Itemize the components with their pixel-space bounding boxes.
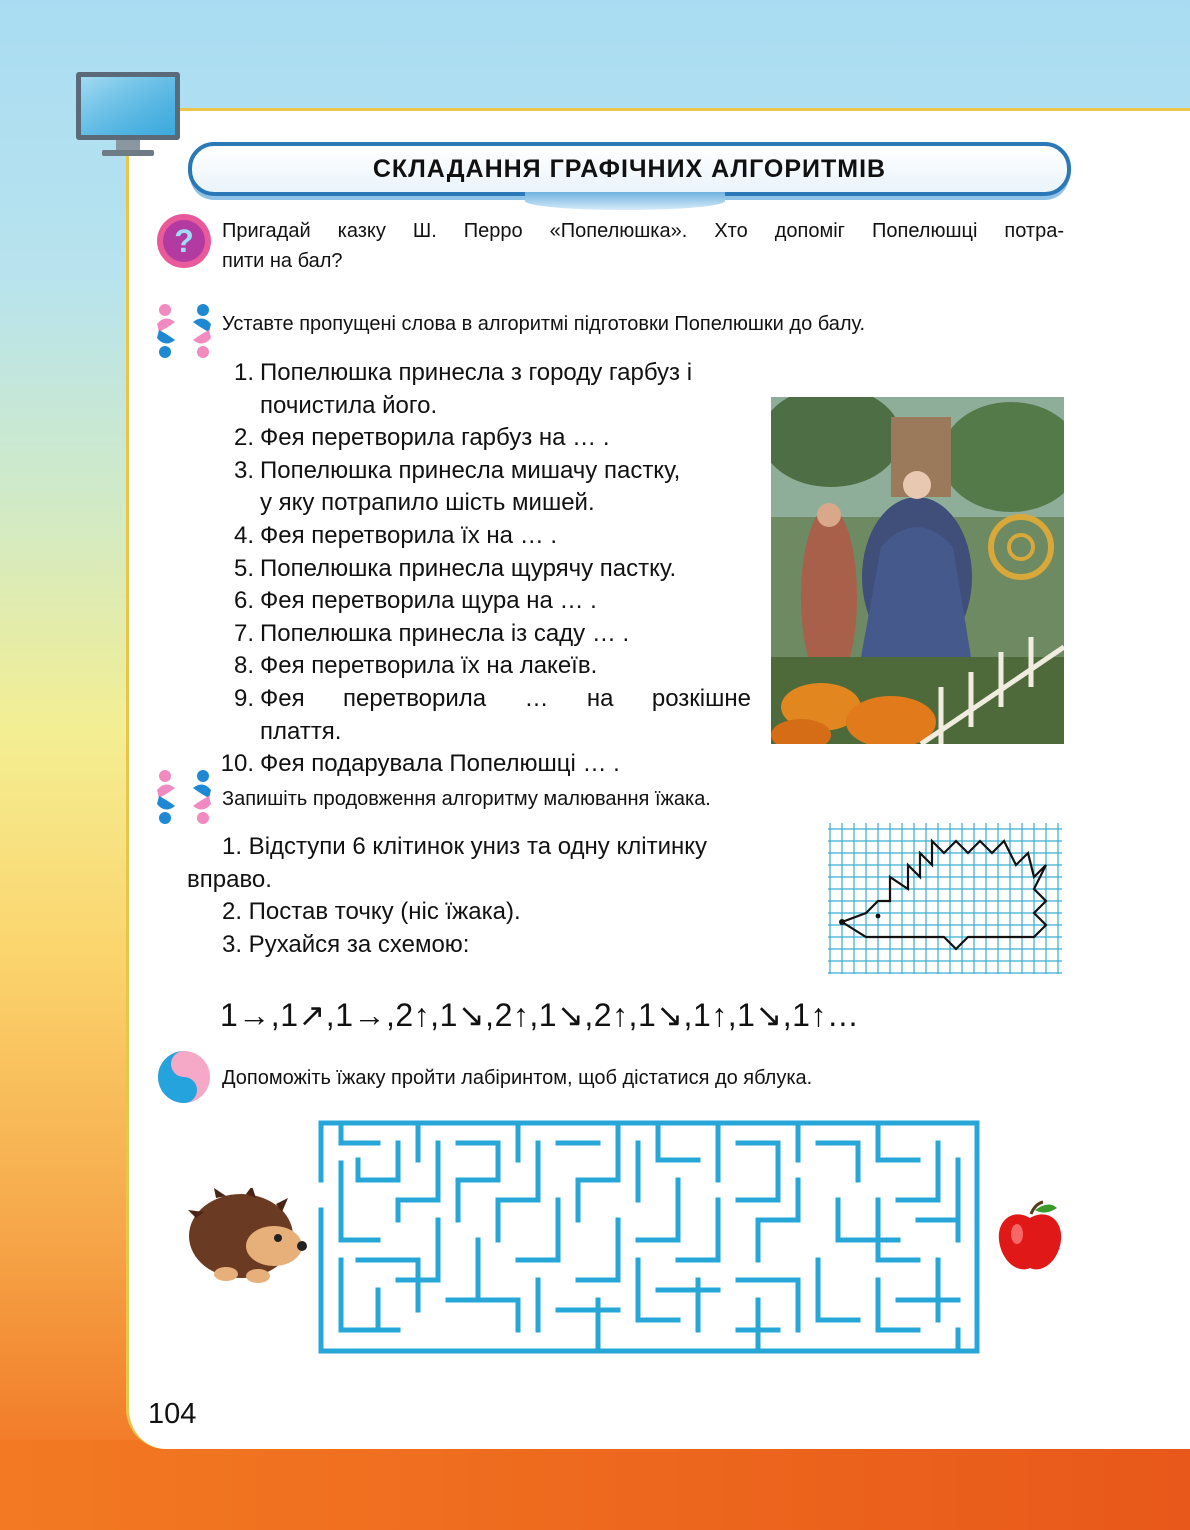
step-number: 1. (233, 359, 254, 386)
step-text: Попелюшка принесла мишачу пастку, (260, 456, 681, 484)
apple-illustration (995, 1200, 1065, 1274)
step-text: плаття. (260, 717, 342, 745)
step-number (206, 716, 260, 749)
group-work-icon (155, 302, 213, 360)
step-number: 6. (233, 587, 254, 615)
algorithm-step (206, 716, 751, 749)
title-tab-decoration (525, 192, 725, 210)
question-text (222, 216, 1064, 276)
hedgehog-algorithm (187, 831, 807, 961)
step-text: Фея перетворила гарбуз на … . (260, 424, 610, 452)
step-text: Попелюшка принесла з городу гарбуз і почистила його. (260, 359, 693, 419)
task3-instruction: Допоможіть їжаку пройти лабіринтом, щоб дістатися до яблука. (222, 1067, 813, 1089)
algorithm-step (206, 553, 751, 586)
algorithm-step (206, 650, 751, 683)
title-banner (188, 142, 1071, 196)
page-number: 104 (148, 1398, 197, 1430)
step-number: 5. (233, 554, 254, 582)
hedgehog-step-3: 3. Рухайся за схемою: (222, 930, 470, 958)
hedgehog-grid (828, 823, 1062, 974)
algorithm-step (206, 748, 751, 781)
task2-instruction: Запишіть продовження алгоритму малювання їжака. (222, 788, 711, 810)
footer-band (0, 1440, 1190, 1530)
step-text: Фея перетворила їх на лакеїв. (260, 652, 598, 680)
step-number (206, 487, 260, 520)
pair-work-icon (155, 1050, 213, 1104)
hedgehog-step-1a: 1. Відступи 6 клітинок униз та одну клітинку (222, 833, 707, 860)
algorithm-step (206, 357, 751, 422)
step-text: Фея перетворила … на розкішне (260, 684, 751, 712)
step-text: Фея перетворила щура на … . (260, 587, 597, 615)
algorithm-step (206, 487, 751, 520)
question-line-1: Пригадай казку Ш. Перро «Попелюшка». Хто допоміг Попелюшці потра- (222, 220, 1064, 242)
hedgehog-step-1b: вправо. (187, 865, 272, 893)
step-number: 8. (233, 652, 254, 680)
page-title: СКЛАДАННЯ ГРАФІЧНИХ АЛГОРИТМІВ (372, 154, 887, 183)
step-text: у яку потрапило шість мишей. (260, 489, 595, 517)
hedgehog-outline (842, 841, 1046, 949)
monitor-icon (72, 70, 184, 158)
hedgehog-step-2: 2. Постав точку (ніс їжака). (222, 898, 521, 926)
algorithm-step (206, 618, 751, 651)
step-number: 10. (220, 750, 254, 778)
hedgehog-nose (839, 919, 845, 925)
question-icon (155, 212, 213, 270)
step-number: 2. (233, 424, 254, 452)
step-text: Фея перетворила їх на … . (260, 521, 558, 549)
step-number: 4. (233, 521, 254, 549)
question-line-2: пити на бал? (222, 250, 343, 272)
cinderella-illustration (771, 397, 1064, 744)
algorithm-step (206, 683, 751, 716)
step-number: 9. (233, 684, 254, 712)
group-work-icon (155, 768, 213, 826)
step-number: 7. (233, 619, 254, 647)
hedgehog-eye (876, 914, 881, 919)
step-text: Фея подарувала Попелюшці … . (260, 750, 620, 778)
step-text: Попелюшка принесла щурячу пастку. (260, 554, 677, 582)
step-text: Попелюшка принесла із саду … . (260, 619, 630, 647)
movement-sequence: 1→,1↗,1→,2↑,1↘,2↑,1↘,2↑,1↘,1↑,1↘,1↑… (220, 997, 860, 1033)
maze (318, 1120, 980, 1354)
algorithm-steps (206, 357, 751, 781)
algorithm-step (206, 422, 751, 455)
algorithm-step (206, 455, 751, 488)
hedgehog-illustration (186, 1188, 308, 1284)
step-number: 3. (233, 456, 254, 484)
algorithm-step (206, 585, 751, 618)
algorithm-step (206, 520, 751, 553)
task1-instruction: Уставте пропущені слова в алгоритмі підготовки Попелюшки до балу. (222, 313, 866, 335)
svg-text:?: ? (174, 223, 194, 259)
